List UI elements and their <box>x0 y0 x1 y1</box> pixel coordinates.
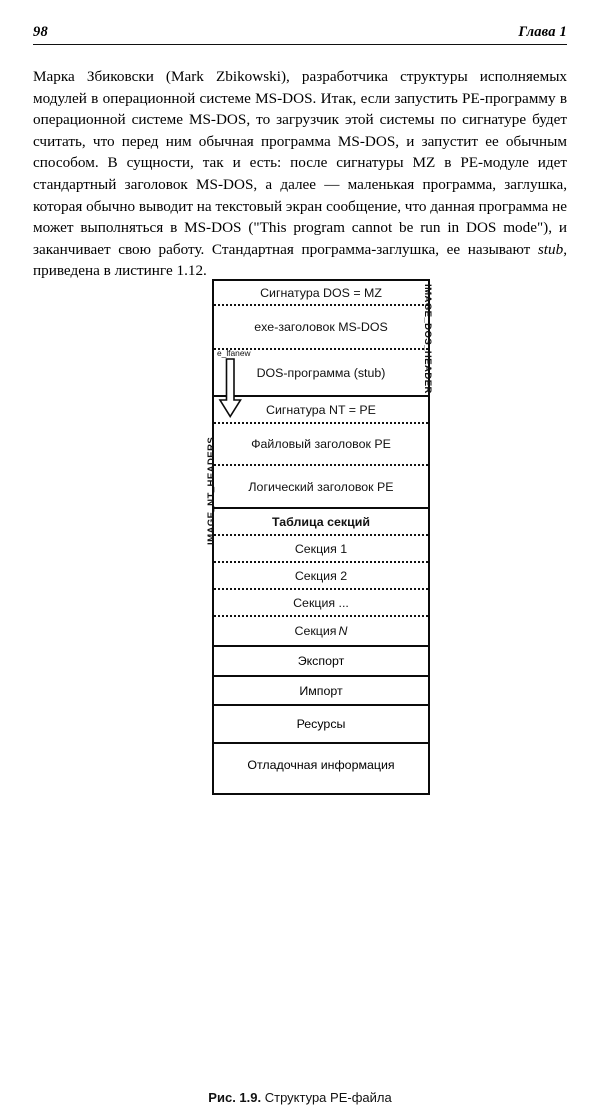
diagram-row-label: DOS-программа (stub) <box>256 365 386 380</box>
running-head <box>33 24 567 50</box>
diagram-block-export <box>214 647 428 677</box>
e-lfanew-label: e_lfanew <box>217 348 251 358</box>
diagram-row-label: Секция 2 <box>294 568 348 583</box>
down-arrow-icon <box>218 358 246 418</box>
diagram-block-resources <box>214 706 428 744</box>
diagram-block-label: Импорт <box>299 683 343 698</box>
diagram-row <box>214 590 428 617</box>
diagram-row-label: Таблица секций <box>272 514 370 529</box>
label-image-dos-header: IMAGE_DOS_HEADER <box>422 284 433 394</box>
chapter-title: Глава 1 <box>518 24 567 40</box>
diagram-block-debug-info <box>214 744 428 785</box>
diagram-row <box>214 281 428 306</box>
diagram-row <box>214 509 428 536</box>
diagram-block-label: Отладочная информация <box>247 757 395 772</box>
paragraph-text: Марка Збиковски (Mark Zbikowski), разработчика структуры исполняемых модулей в операционной системе MS-DOS. Итак, если запустить PE-программу в операционной системе MS-DOS, то загрузчик этой системы по сигнатуре будет считать, что перед ним обычная программа MS-DOS, и запустит ее обычным способом. В сущности, так и есть: после сигнатуры MZ в PE-модуле идет стандартный заголовок MS-DOS, а далее — маленькая программа, заглушка, которая обычно выводит на текстовый экран сообщение, что данная программа не может выполняться в MS-DOS ("This program cannot be run in DOS mode"), и заканчивает свою работу. Стандартная программа-заглушка, ее называют <box>33 68 567 258</box>
diagram-block-label: Ресурсы <box>296 717 346 731</box>
diagram-group-image-nt-headers <box>214 397 428 509</box>
diagram-row-label: Логический заголовок PE <box>248 479 394 494</box>
diagram-group-image-dos-header <box>214 281 428 397</box>
diagram-row-label: Сигнатура DOS = MZ <box>260 285 382 300</box>
figure-pe-structure <box>0 272 600 1105</box>
diagram-row-label: Секция ... <box>293 595 349 610</box>
diagram-row <box>214 536 428 563</box>
diagram-row <box>214 424 428 466</box>
label-image-nt-headers: IMAGE_NT_HEADERS <box>206 436 217 545</box>
diagram-row <box>214 306 428 350</box>
diagram-row-label: Файловый заголовок PE <box>251 437 391 451</box>
caption-text: Структура PE-файла <box>264 1090 392 1105</box>
diagram-row <box>214 563 428 590</box>
header-divider <box>33 44 567 45</box>
diagram-row <box>214 617 428 645</box>
diagram-block-import <box>214 677 428 706</box>
diagram-row-label-suffix: N <box>338 624 348 638</box>
diagram-row-label: Секция <box>294 624 337 638</box>
diagram-row-label: Секция 1 <box>294 541 348 556</box>
page-number: 98 <box>33 24 48 40</box>
italic-term: stub <box>537 240 564 258</box>
paragraph-tail: , приведена в листинге 1.12. <box>33 240 567 280</box>
body-paragraph <box>33 66 567 282</box>
diagram-canvas <box>170 272 433 796</box>
diagram-row-label: Сигнатура NT = PE <box>266 402 376 417</box>
diagram-row <box>214 466 428 507</box>
diagram-block-label: Экспорт <box>297 654 345 668</box>
diagram-row <box>214 397 428 424</box>
figure-caption <box>0 1090 600 1105</box>
caption-label: Рис. 1.9. <box>208 1090 262 1105</box>
diagram-group-section-table <box>214 509 428 647</box>
diagram-row-label: exe-заголовок MS-DOS <box>254 320 388 334</box>
